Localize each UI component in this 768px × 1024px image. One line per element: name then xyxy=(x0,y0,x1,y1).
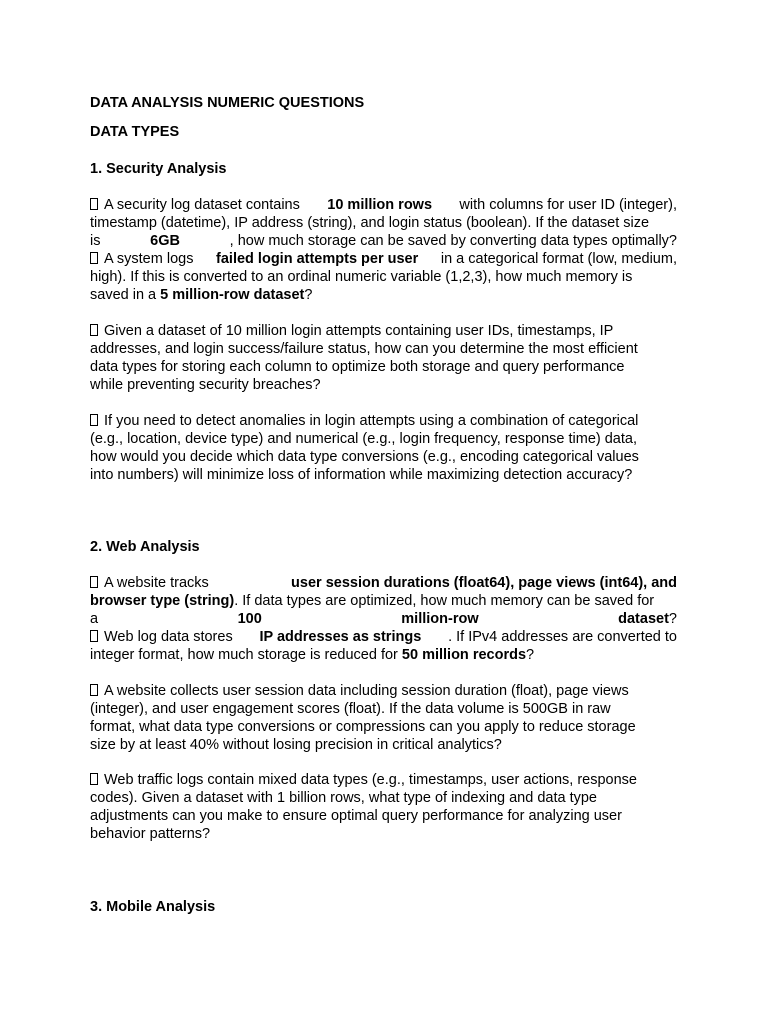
paragraph-line: adjustments can you make to ensure optimal query performance for analyzing user xyxy=(90,808,622,824)
paragraph-line: while preventing security breaches? xyxy=(90,377,321,393)
paragraph-line: A security log dataset contains 10 million rows with columns for user ID (integer), xyxy=(90,196,677,214)
missing-glyph-icon xyxy=(90,198,98,210)
doc-subtitle: DATA TYPES xyxy=(90,124,180,140)
paragraph-line: saved in a 5 million-row dataset? xyxy=(90,287,313,303)
paragraph-line: format, what data type conversions or compressions can you apply to reduce storage xyxy=(90,719,636,735)
missing-glyph-icon xyxy=(90,414,98,426)
section-heading-security: 1. Security Analysis xyxy=(90,161,227,177)
paragraph-line: Web traffic logs contain mixed data types (e.g., timestamps, user actions, response xyxy=(90,771,677,789)
paragraph-line: how would you decide which data type conversions (e.g., encoding categorical values xyxy=(90,449,639,465)
paragraph-line: A website collects user session data including session duration (float), page views xyxy=(90,682,677,700)
missing-glyph-icon xyxy=(90,773,98,785)
section-heading-web: 2. Web Analysis xyxy=(90,539,200,555)
paragraph-line: is 6GB , how much storage can be saved by converting data types optimally? xyxy=(90,233,677,249)
missing-glyph-icon xyxy=(90,324,98,336)
paragraph-line: integer format, how much storage is reduced for 50 million records? xyxy=(90,647,535,663)
paragraph-line: A website tracks user session durations (float64), page views (int64), and xyxy=(90,574,677,592)
paragraph-line: codes). Given a dataset with 1 billion rows, what type of indexing and data type xyxy=(90,790,597,806)
missing-glyph-icon xyxy=(90,630,98,642)
section-heading-mobile: 3. Mobile Analysis xyxy=(90,899,216,915)
paragraph-line: behavior patterns? xyxy=(90,826,211,842)
missing-glyph-icon xyxy=(90,576,98,588)
paragraph-line: addresses, and login success/failure status, how can you determine the most efficient xyxy=(90,341,638,357)
paragraph-line: high). If this is converted to an ordinal numeric variable (1,2,3), how much memory is xyxy=(90,269,633,285)
missing-glyph-icon xyxy=(90,684,98,696)
paragraph-line: size by at least 40% without losing precision in critical analytics? xyxy=(90,737,502,753)
paragraph-line: (e.g., location, device type) and numerical (e.g., login frequency, response time) data, xyxy=(90,431,637,447)
paragraph-line: Web log data stores IP addresses as strings . If IPv4 addresses are converted to xyxy=(90,628,677,646)
paragraph-line: data types for storing each column to optimize both storage and query performance xyxy=(90,359,625,375)
paragraph-line: timestamp (datetime), IP address (string), and login status (boolean). If the dataset size xyxy=(90,215,650,231)
paragraph-line: Given a dataset of 10 million login attempts containing user IDs, timestamps, IP xyxy=(90,322,677,340)
paragraph-line: browser type (string). If data types are optimized, how much memory can be saved for xyxy=(90,593,655,609)
paragraph-line: a 100 million-row dataset? xyxy=(90,611,677,627)
paragraph-line: A system logs failed login attempts per user in a categorical format (low, medium, xyxy=(90,250,677,268)
paragraph-line: into numbers) will minimize loss of information while maximizing detection accuracy? xyxy=(90,467,633,483)
missing-glyph-icon xyxy=(90,252,98,264)
paragraph-line: (integer), and user engagement scores (float). If the data volume is 500GB in raw xyxy=(90,701,611,717)
paragraph-line: If you need to detect anomalies in login attempts using a combination of categorical xyxy=(90,412,677,430)
doc-title: DATA ANALYSIS NUMERIC QUESTIONS xyxy=(90,95,365,111)
